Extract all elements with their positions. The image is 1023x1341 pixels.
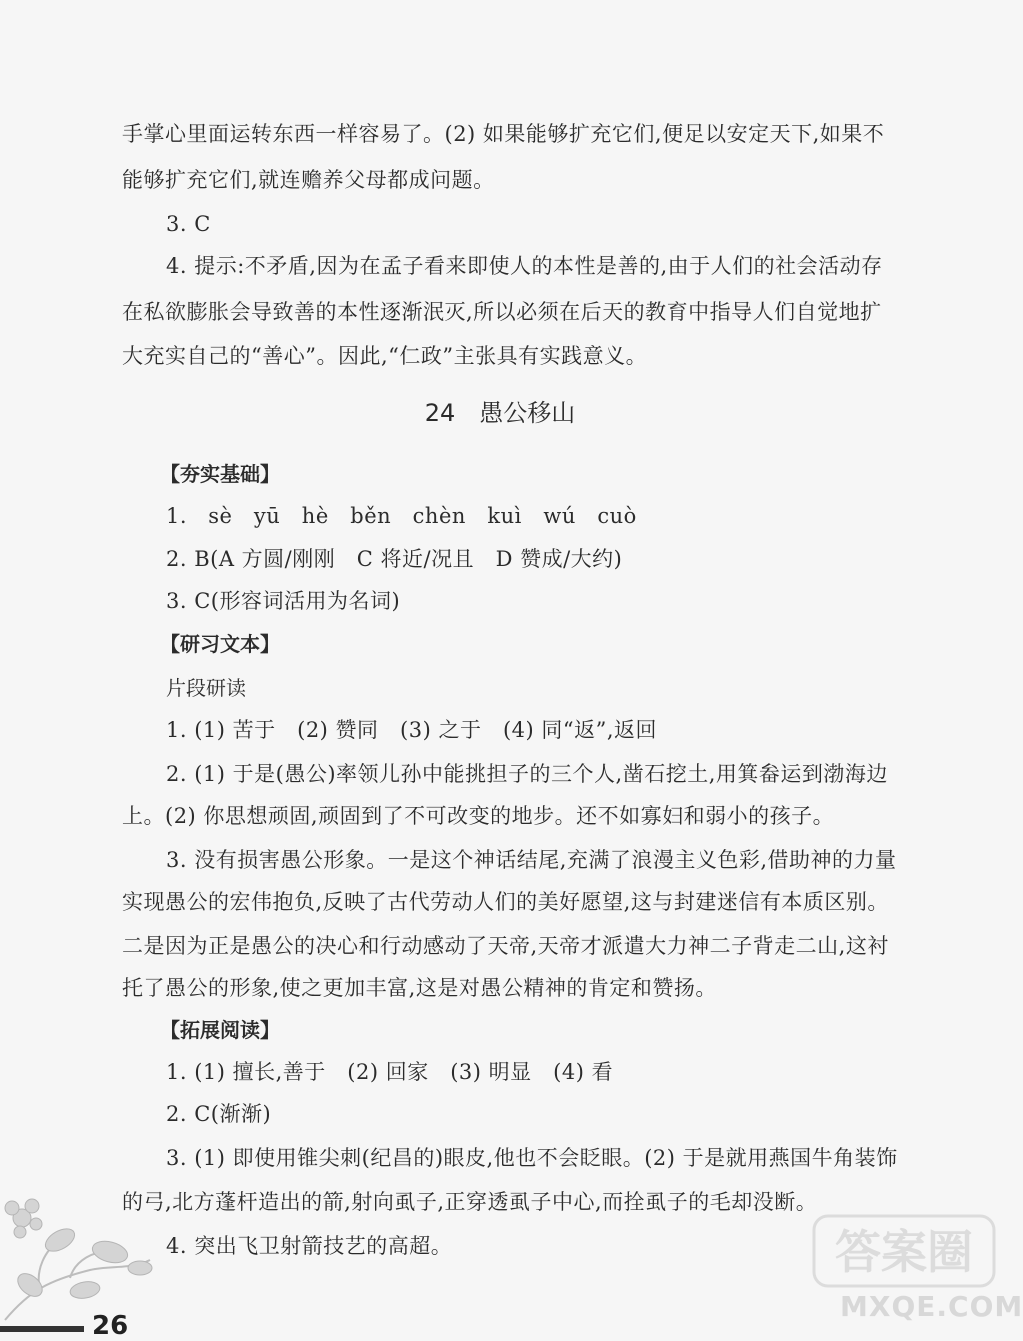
section-title-basics: 【夯实基础】 [160,462,280,486]
answer-item: 2. (1) 于是(愚公)率领儿孙中能挑担子的三个人,凿石挖土,用箕畚运到渤海边 [166,762,888,786]
subsection-title: 片段研读 [166,676,246,700]
paragraph-line: 上。(2) 你思想顽固,顽固到了不可改变的地步。还不如寡妇和弱小的孩子。 [122,804,835,828]
section-title-extended: 【拓展阅读】 [160,1018,280,1042]
svg-text:答案圈: 答案圈 [835,1225,973,1279]
answer-item: 2. C(渐渐) [166,1102,272,1126]
paragraph-line: 的弓,北方蓬杆造出的箭,射向虱子,正穿透虱子中心,而拴虱子的毛却没断。 [122,1190,818,1214]
answer-item: 1. sè yū hè běn chèn kuì wú cuò [166,504,637,528]
footer-bar [0,1326,84,1332]
paragraph-line: 能够扩充它们,就连赡养父母都成问题。 [122,168,495,192]
paragraph-line: 手掌心里面运转东西一样容易了。(2) 如果能够扩充它们,便足以安定天下,如果不 [122,122,885,146]
floral-decoration-icon [0,1190,160,1325]
answer-item: 4. 提示:不矛盾,因为在孟子看来即使人的本性是善的,由于人们的社会活动存 [166,254,883,278]
paragraph-line: 大充实自己的“善心”。因此,“仁政”主张具有实践意义。 [122,344,648,368]
answer-item: 3. C [166,212,211,236]
answer-item: 3. (1) 即使用锥尖刺(纪昌的)眼皮,他也不会眨眼。(2) 于是就用燕国牛角装饰 [166,1146,898,1170]
watermark-logo-icon [812,1210,997,1290]
paragraph-line: 在私欲膨胀会导致善的本性逐渐泯灭,所以必须在后天的教育中指导人们自觉地扩 [122,300,882,324]
answer-item: 2. B(A 方圆/刚刚 C 将近/况且 D 赞成/大约) [166,547,623,571]
answer-item: 1. (1) 苦于 (2) 赞同 (3) 之于 (4) 同“返”,返回 [166,718,658,742]
answer-item: 4. 突出飞卫射箭技艺的高超。 [166,1234,453,1258]
paragraph-line: 实现愚公的宏伟抱负,反映了古代劳动人们的美好愿望,这与封建迷信有本质区别。 [122,890,889,914]
answer-item: 3. C(形容词活用为名词) [166,589,401,613]
watermark-url: MXQE.COM [840,1290,1023,1323]
page-number: 26 [92,1311,129,1341]
paragraph-line: 二是因为正是愚公的决心和行动感动了天帝,天帝才派遣大力神二子背走二山,这衬 [122,934,889,958]
answer-item: 3. 没有损害愚公形象。一是这个神话结尾,充满了浪漫主义色彩,借助神的力量 [166,848,897,872]
answer-item: 1. (1) 擅长,善于 (2) 回家 (3) 明显 (4) 看 [166,1060,614,1084]
section-title-text-study: 【研习文本】 [160,632,280,656]
lesson-title: 24 愚公移山 [424,399,576,427]
paragraph-line: 托了愚公的形象,使之更加丰富,这是对愚公精神的肯定和赞扬。 [122,976,717,1000]
